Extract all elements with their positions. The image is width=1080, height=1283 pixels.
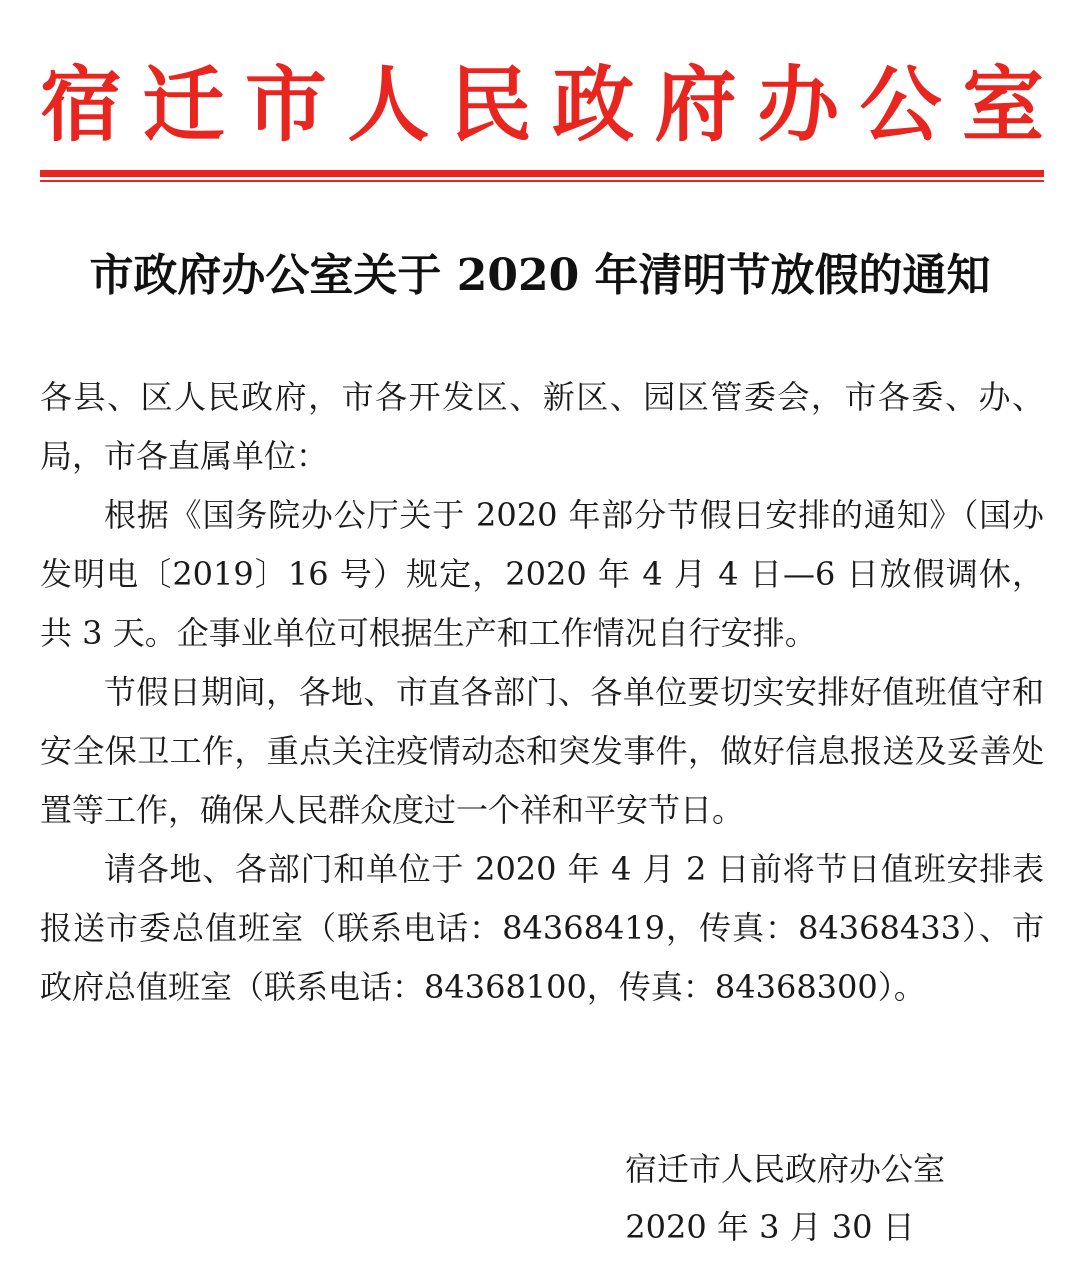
- signature-org: 宿迁市人民政府办公室: [624, 1150, 945, 1188]
- header-char: 宿: [40, 58, 123, 153]
- body-paragraph: 根据《国务院办公厅关于 2020 年部分节假日安排的通知》（国办发明电〔2019〕16 号）规定，2020 年 4 月 4 日—6 日放假调休，共 3 天。企事业单位可根据生产和工作情况自行安排。: [40, 496, 1044, 652]
- header-char: 政: [552, 58, 635, 153]
- document-title: 市政府办公室关于 2020 年清明节放假的通知: [89, 250, 991, 301]
- header-char: 公: [859, 58, 942, 153]
- body-paragraph: 节假日期间，各地、市直各部门、各单位要切实安排好值班值守和安全保卫工作，重点关注疫情动态和突发事件，做好信息报送及妥善处置等工作，确保人民群众度过一个祥和平安节日。: [40, 673, 1044, 829]
- signature-date: 2020 年 3 月 30 日: [625, 1208, 915, 1246]
- body-paragraph: 请各地、各部门和单位于 2020 年 4 月 2 日前将节日值班安排表报送市委总值班室（联系电话：84368419，传真：84368433）、市政府总值班室（联系电话：84368100，传真：84368300）。: [40, 850, 1044, 1006]
- header-char: 室: [961, 58, 1044, 153]
- header-char: 人: [347, 58, 430, 153]
- issuing-authority-header: [40, 58, 1044, 154]
- header-char: 府: [654, 58, 737, 153]
- header-char: 市: [244, 58, 327, 153]
- header-char: 民: [449, 58, 532, 153]
- addressee-line: 各县、区人民政府，市各开发区、新区、园区管委会，市各委、办、局，市各直属单位：: [40, 378, 1044, 475]
- document-body: [40, 368, 1044, 1017]
- signature-block: [540, 1140, 1000, 1256]
- header-divider-thick: [40, 170, 1044, 177]
- header-char: 办: [757, 58, 840, 153]
- header-divider-thin: [40, 180, 1044, 182]
- header-char: 迁: [142, 58, 225, 153]
